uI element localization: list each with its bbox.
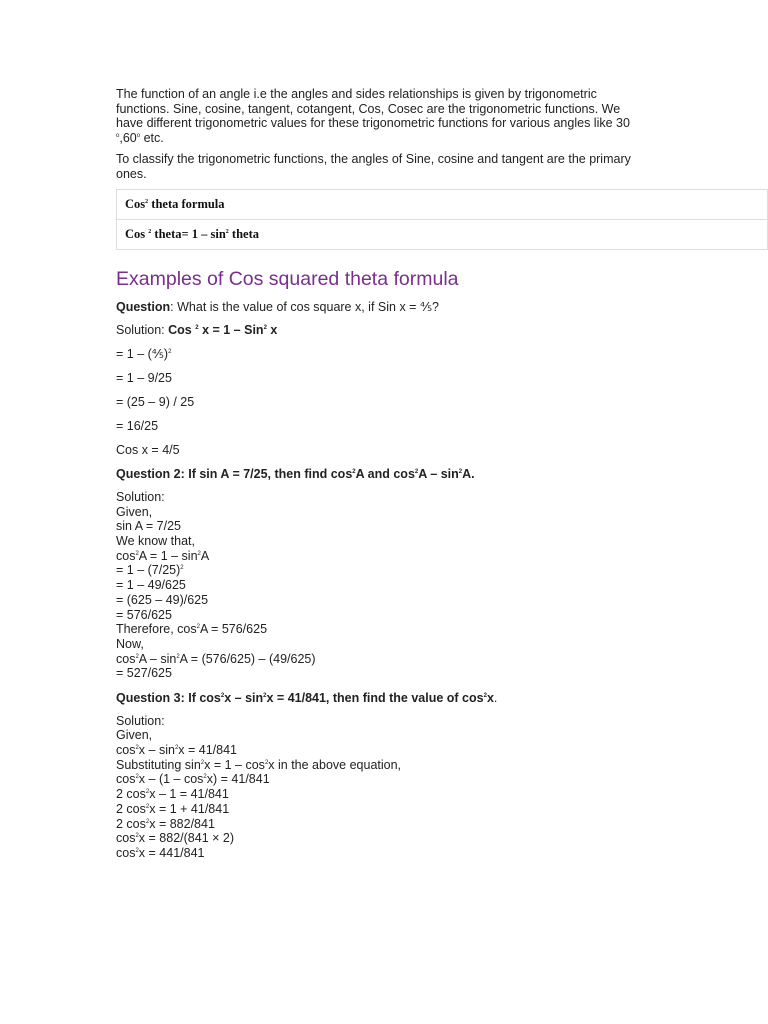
superscript: 2 xyxy=(145,789,150,796)
superscript: 2 xyxy=(180,565,184,572)
question-2 xyxy=(116,467,768,482)
solution-line xyxy=(116,593,768,608)
solution-line xyxy=(116,578,768,593)
text-segment: 2 cos xyxy=(116,787,146,802)
text-segment: Now, xyxy=(116,636,144,651)
superscript: 2 xyxy=(135,550,139,557)
text-segment: x xyxy=(486,691,494,706)
superscript: 2 xyxy=(263,693,267,700)
intro-paragraph-2: To classify the trigonometric functions, the angles of Sine, cosine and tangent are the primary ones. xyxy=(116,152,631,181)
superscript: 2 xyxy=(352,469,356,476)
solution-answer: Cos x = 4/5 xyxy=(116,442,180,457)
text-segment: = 527/625 xyxy=(116,666,172,681)
solution-3 xyxy=(116,714,768,861)
solution-line xyxy=(116,505,768,520)
text-segment: sin A = 7/25 xyxy=(116,519,181,534)
solution-line xyxy=(116,743,768,758)
text-segment: Given, xyxy=(116,504,153,519)
text-segment: x – 1 = 41/841 xyxy=(149,787,229,802)
solution-line xyxy=(116,787,768,802)
text-segment: = 576/625 xyxy=(116,607,172,622)
text-segment: Therefore, cos xyxy=(116,622,197,637)
superscript: 2 xyxy=(135,774,139,781)
solution-line xyxy=(116,534,768,549)
solution-line xyxy=(116,549,768,564)
text-segment: x = 41/841 xyxy=(178,743,238,758)
text-segment: A – sin xyxy=(418,467,459,482)
text-segment: Solution: xyxy=(116,713,165,728)
example-2 xyxy=(116,467,768,681)
solution-line xyxy=(116,714,768,729)
formula-table xyxy=(116,189,768,250)
solution-line xyxy=(116,846,768,861)
superscript: 2 xyxy=(196,624,200,631)
superscript: 2 xyxy=(145,803,150,810)
text-segment: We know that, xyxy=(116,533,195,548)
superscript: 2 xyxy=(203,774,207,781)
text-segment: Question 2: If sin A = 7/25, then find cos xyxy=(116,467,353,482)
superscript: 2 xyxy=(197,550,201,557)
text-segment: x = 441/841 xyxy=(138,845,205,860)
solution-line xyxy=(116,728,768,743)
question-3 xyxy=(116,691,768,706)
superscript: 2 xyxy=(264,759,269,766)
text-segment: x = 1 + 41/841 xyxy=(149,801,230,816)
text-segment: x = 1 – cos xyxy=(204,757,265,772)
text-segment: x = 882/841 xyxy=(149,816,215,831)
text-segment: x – (1 – cos xyxy=(138,772,204,787)
text-segment: A. xyxy=(462,467,475,482)
text-segment: A xyxy=(200,548,210,563)
superscript: 2 xyxy=(414,469,419,476)
solution-1-formula: Solution: Cos $^2$ x = 1 – Sin$^2$ x xyxy=(116,323,278,338)
text-segment: cos xyxy=(116,831,136,846)
solution-line xyxy=(116,817,768,832)
superscript: 2 xyxy=(135,833,139,840)
superscript: 2 xyxy=(458,469,463,476)
text-segment: cos xyxy=(116,743,136,758)
table-cell: Cos $^2$ theta= $1 - \sin^2$ theta xyxy=(117,219,768,249)
solution-step: = 16/25 xyxy=(116,418,159,433)
text-segment: A and cos xyxy=(355,467,415,482)
text-segment: 2 cos xyxy=(116,801,146,816)
document-page xyxy=(116,87,768,861)
superscript: 2 xyxy=(200,759,205,766)
solution-line xyxy=(116,666,768,681)
text-segment: cos xyxy=(116,548,136,563)
text-segment: x = 882/(841 × 2) xyxy=(138,831,234,846)
example-1 xyxy=(116,300,768,458)
text-segment: . xyxy=(493,691,498,706)
solution-step: = (25 – 9) / 25 xyxy=(116,394,195,409)
solution-line xyxy=(116,831,768,846)
superscript: 2 xyxy=(220,693,225,700)
text-segment: = 1 – (7/25) xyxy=(116,563,181,578)
solution-2 xyxy=(116,490,768,681)
text-segment: Given, xyxy=(116,728,153,743)
text-segment: 2 cos xyxy=(116,816,146,831)
text-segment: x in the above equation, xyxy=(268,757,402,772)
example-3 xyxy=(116,691,768,861)
question-1: Question: What is the value of cos square x, if Sin x = ⅘? xyxy=(116,299,440,314)
text-segment: Substituting sin xyxy=(116,757,201,772)
solution-step: = 1 – 9/25 xyxy=(116,370,172,385)
text-segment: A – sin xyxy=(138,651,177,666)
text-segment: = 1 – 49/625 xyxy=(116,578,186,593)
solution-line xyxy=(116,652,768,667)
superscript: 2 xyxy=(483,693,487,700)
superscript: 2 xyxy=(135,745,139,752)
solution-step: = 1 – (⅘)$^2$ xyxy=(116,346,172,361)
solution-line xyxy=(116,772,768,787)
superscript: 2 xyxy=(135,847,139,854)
text-segment: x = 41/841, then find the value of cos xyxy=(266,691,484,706)
table-cell: Cos$^2$ theta formula xyxy=(117,189,768,219)
text-segment: A = 576/625 xyxy=(199,622,268,637)
text-segment: A = (576/625) – (49/625) xyxy=(179,651,316,666)
solution-line xyxy=(116,622,768,637)
superscript: 2 xyxy=(145,818,150,825)
table-row xyxy=(117,189,768,219)
section-heading: Examples of Cos squared theta formula xyxy=(116,267,459,290)
intro-section xyxy=(116,87,646,182)
solution-line xyxy=(116,563,768,578)
text-segment: = (625 – 49)/625 xyxy=(116,592,209,607)
text-segment: Question 3: If cos xyxy=(116,691,221,706)
superscript: 2 xyxy=(176,653,180,660)
text-segment: x – sin xyxy=(138,743,175,758)
text-segment: x) = 41/841 xyxy=(206,772,270,787)
solution-line xyxy=(116,490,768,505)
solution-line xyxy=(116,637,768,652)
superscript: 2 xyxy=(135,653,139,660)
intro-paragraph-1: The function of an angle i.e the angles and sides relationships is given by trigonometric functions. Sine, cosine, tangent, cotangent, Cos, Cosec are the trigonometric functions. We have different trigonometric values for these trigonometric functions for various angles like 30 $^o$,60$^o$ etc. xyxy=(116,87,630,145)
solution-line xyxy=(116,758,768,773)
text-segment: A = 1 – sin xyxy=(138,548,198,563)
text-segment: cos xyxy=(116,772,136,787)
solution-line xyxy=(116,802,768,817)
solution-line xyxy=(116,608,768,623)
table-row xyxy=(117,219,768,249)
text-segment: cos xyxy=(116,845,136,860)
solution-line xyxy=(116,519,768,534)
text-segment: x – sin xyxy=(224,691,264,706)
text-segment: Solution: xyxy=(116,489,165,504)
superscript: 2 xyxy=(174,745,179,752)
text-segment: cos xyxy=(116,651,136,666)
